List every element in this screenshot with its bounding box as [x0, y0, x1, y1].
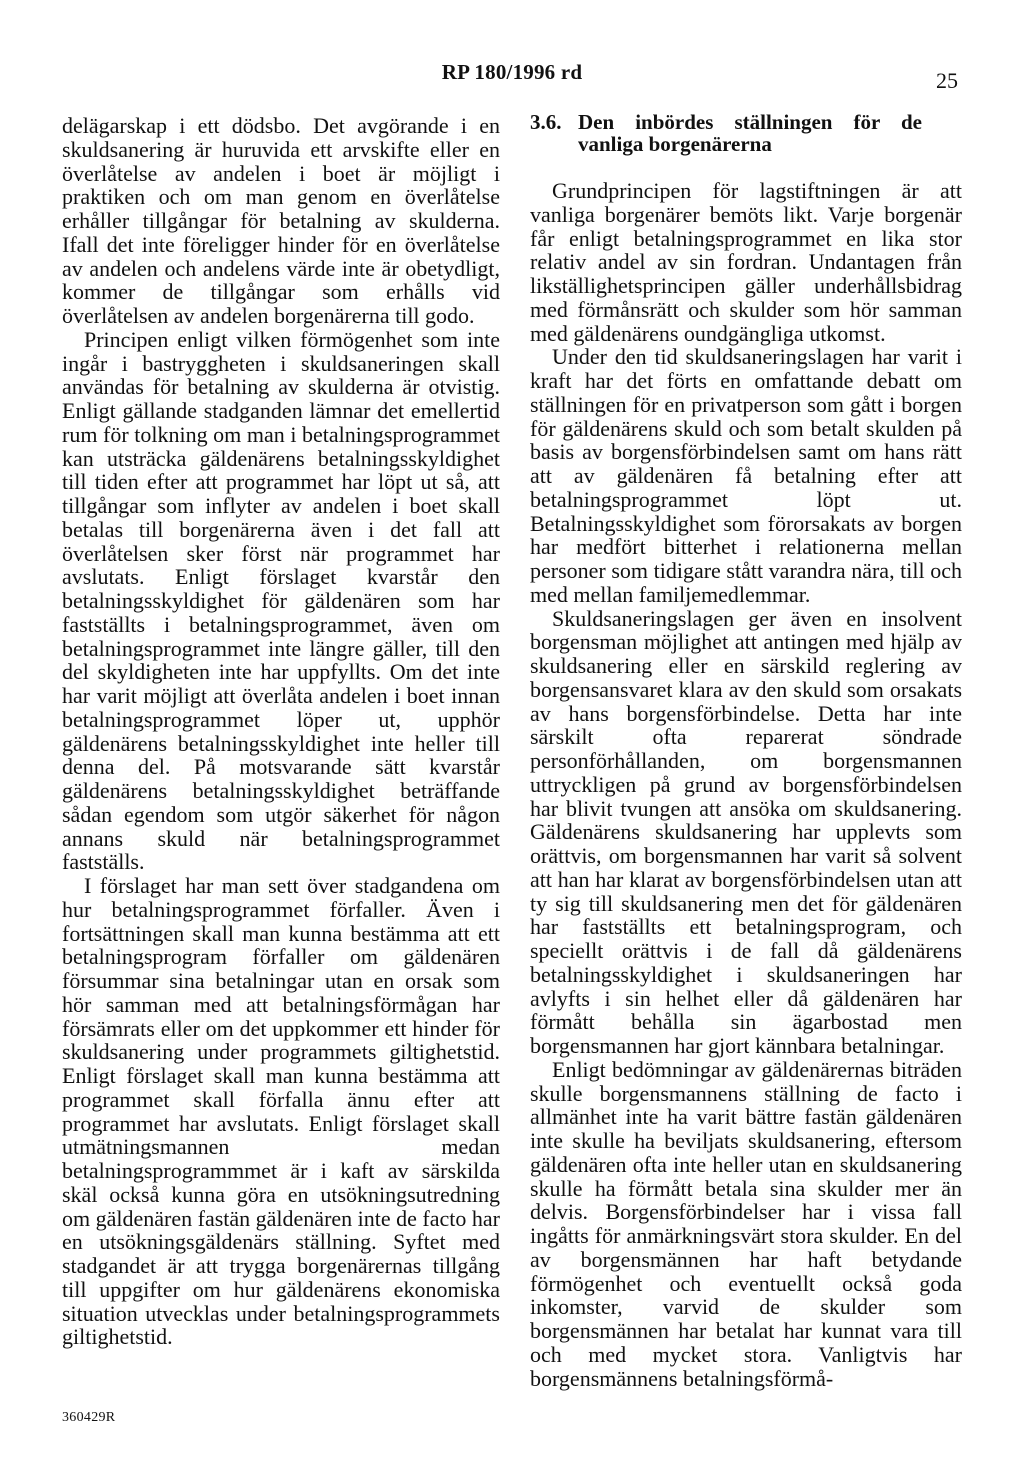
left-paragraph-1: delägarskap i ett dödsbo. Det avgörande i en skuldsanering är huruvida ett arvskifte eller en överlåtelse av andelen i boet är möjligt i praktiken och om man genom en överlåtelse erhåller tillgångar för betalning av skulderna. Ifall det inte föreligger hinder för en överlåtelse av andelen och andelens värde inte är obetydligt, kommer de tillgångar som erhålls vid överlåtelsen av andelen borgenärerna till godo.: [62, 113, 500, 328]
right-paragraph-4: Enligt bedömningar av gäldenärernas biträden skulle borgensmannens ställning de facto i allmänhet inte ha varit bättre fastän gäldenären inte skulle ha beviljats skuldsanering, eftersom gäldenären ofta inte heller utan en skuldsanering skulle ha förmått betala sina skulder mer än delvis. Borgensförbindelser har i vissa fall ingåtts för anmärkningsvärt stora skulder. En del av borgensmännen har haft betydande förmögenhet och eventuellt också goda inkomster, varvid de skulder som borgensmännen har betalat har kunnat vara till och med mycket stora. Vanligtvis har borgensmännens betalningsförmå-: [530, 1056, 962, 1391]
right-paragraph-2: Under den tid skuldsaneringslagen har varit i kraft har det förts en omfattande debatt om ställningen för en privatperson som gått i borgen för gäldenärens skuld och som betalt skulden på basis av borgensförbindelsen samt om hans rätt att av gäldenären få betalning efter att betalningsprogrammet löpt ut. Betalningsskyldighet som förorsakats av borgen har medfört bitterhet i relationerna mellan personer som tidigare stått varandra nära, till och med mellan familjemedlemmar.: [530, 344, 962, 607]
footer-code: 360429R: [62, 1410, 116, 1425]
section-heading: [530, 111, 962, 155]
left-column: [62, 114, 500, 1349]
right-paragraph-3: Skuldsaneringslagen ger även en insolvent borgensman möjlighet att antingen med hjälp av skuldsanering eller en särskild reglering av borgensansvaret klara av den skuld som orsakats av hans borgensförbindelse. Detta har inte särskilt ofta reparerat söndrade personförhållanden, om borgensmannen uttryckligen på grund av borgensförbindelsen har blivit tvungen att ansöka om skuldsanering. Gäldenärens skuldsanering har upplevts som orättvis, om borgensmannen har varit så solvent att han har klarat av borgensförbindelsen utan att ty sig till skuldsanering men det för gäldenären har fastställts ett betalningsprogram, och speciellt orättvis i de fall då gäldenärens betalningsskyldighet i skuldsaneringen har avlyfts i sin helhet eller då gäldenären har förmått behålla sin ägarbostad men borgensmannen har gjort kännbara betalningar.: [530, 605, 962, 1058]
right-paragraph-1: Grundprincipen för lagstiftningen är att vanliga borgenärer bemöts likt. Varje borgenär får enligt betalningsprogrammet en lika stor relativ andel av sin fordran. Undantagen från likställighetsprincipen gäller underhållsbidrag med förmånsrätt och skulder som hör samman med gäldenärens oundgängliga utkomst.: [530, 178, 962, 346]
section-title: Den inbördes ställningen för de vanliga borgenärerna: [578, 110, 922, 156]
left-paragraph-2: Principen enligt vilken förmögenhet som inte ingår i bastryggheten i skuldsaneringen skall användas för betalning av skulderna är otvistig. Enligt gällande stadganden lämnar det emellertid rum för tolkning om man i betalningsprogrammet kan utsträcka gäldenärens betalningsskyldighet till tiden efter att programmet har löpt ut så, att tillgångar som inflyter av andelen i boet skall betalas till borgenärerna även i det fall att överlåtelsen sker först när programmet har avslutats. Enligt förslaget kvarstår den betalningsskyldighet för gäldenären som har fastställts i betalningsprogrammet, även om betalningsprogrammet inte längre gäller, till den del skyldigheten inte har uppfyllts. Om det inte har varit möjligt att överlåta andelen i boet innan betalningsprogrammet löper ut, upphör gäldenärens betalningsskyldighet inte heller till denna del. På motsvarande sätt kvarstår gäldenärens betalningsskyldighet beträffande sådan egendom som utgör säkerhet för någon annans skuld när betalningsprogrammet fastställs.: [62, 326, 500, 875]
left-paragraph-3: I förslaget har man sett över stadgandena om hur betalningsprogrammet förfaller. Även i fortsättningen skall man kunna bestämma att ett betalningsprogram förfaller om gäldenären försummar sina betalningar utan en orsak som hör samman med att betalningsförmågan har försämrats eller om det uppkommer ett hinder för skuldsanering under programmets giltighetstid. Enligt förslaget skall man kunna bestämma att programmet skall förfalla ännu efter att programmet har avslutats. Enligt förslaget skall utmätningsmannen medan betalningsprogrammmet är i kaft av särskilda skäl också kunna göra en utsökningsutredning om gäldenären fastän gäldenären inte de facto har en utsökningsgäldenärs ställning. Syftet med stadgandet är att trygga borgenärernas tillgång till uppgifter om hur gäldenärens ekonomiska situation utvecklas under betalningsprogrammets giltighetstid.: [62, 873, 500, 1350]
section-number: 3.6.: [530, 110, 562, 134]
page-header-title: RP 180/1996 rd: [441, 60, 583, 84]
right-column: [530, 111, 962, 1390]
page-number: 25: [936, 68, 958, 93]
